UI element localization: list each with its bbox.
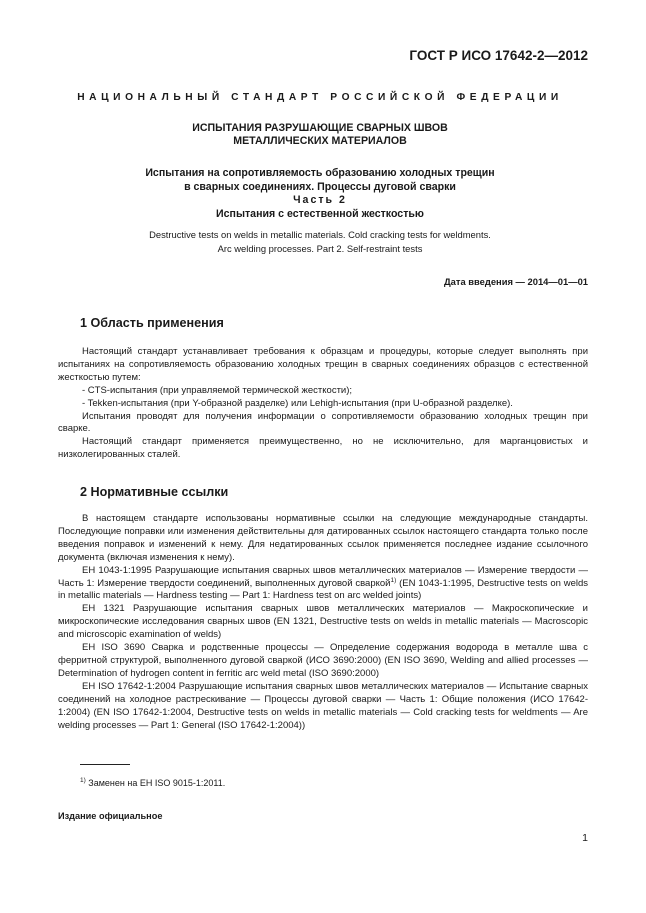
subtitle [52, 167, 588, 221]
page-number: 1 [582, 832, 588, 844]
subtitle-line2: в сварных соединениях. Процессы дуговой сварки [184, 180, 456, 193]
reference-item: EH ISO 3690 Сварка и родственные процессы — Определение содержания водорода в металле шва с ферритной структурой, выполненного дуговой сваркой (ИСО 3690:2000) (EN ISO 3690, Welding and allied processes — Determination of hydrogen content in ferritic arc weld metal (ISO 3690:2000) [58, 642, 588, 679]
section-1-heading: 1 Область применения [80, 316, 224, 330]
footnote-mark: 1) [80, 777, 86, 784]
reference-item: EH 1321 Разрушающие испытания сварных швов металлических материалов — Макроскопические и микроскопические исследования сварных швов (EN 1321, Destructive tests on welds in metallic materials — Macroscopic and microscopic examination of welds) [58, 603, 588, 641]
section-2-body [58, 513, 588, 732]
section-1-paragraph: Настоящий стандарт устанавливает требования к образцам и процедуры, которые следует выполнять при испытаниях на сопротивляемость образованию холодных трещин в сварных соединениях образцов с естественной жесткостью путем: [58, 346, 588, 383]
reference-text: (EN 1043-1:1995, Destructive tests on welds in metallic materials — Hardness testing — Part 1: Hardness test on arc welded joints) [58, 577, 588, 602]
section-2-paragraph: В настоящем стандарте использованы нормативные ссылки на следующие международные стандарты. Последующие поправки или изменения действительны для датированных ссылок настоящего стандарта только после введения поправок и изменений к нему. Для недатированных ссылок применяется последнее издание ссылочного документа (включая изменения к нему). [58, 513, 588, 563]
subtitle-line1: Испытания на сопротивляемость образованию холодных трещин [145, 167, 495, 179]
introduction-date: Дата введения — 2014—01—01 [443, 276, 588, 287]
main-title [52, 122, 588, 148]
part-label: Часть 2 [293, 194, 347, 206]
footnote-ref: 1) [390, 576, 397, 584]
footnote [80, 778, 225, 788]
section-1-body [58, 346, 588, 462]
national-standard-banner: НАЦИОНАЛЬНЫЙ СТАНДАРТ РОССИЙСКОЙ ФЕДЕРАЦИИ [77, 92, 563, 103]
main-title-line2: МЕТАЛЛИЧЕСКИХ МАТЕРИАЛОВ [233, 135, 407, 147]
reference-text: EH 1043-1:1995 Разрушающие испытания сварных швов металлических материалов — Измерение твердости — Часть 1: Измерение твердости соединений, выполненных дуговой сваркой [58, 564, 588, 589]
english-title [52, 228, 588, 255]
reference-item [58, 565, 588, 604]
footnote-text: Заменен на EH ISO 9015-1:2011. [85, 778, 226, 788]
edition-label: Издание официальное [58, 811, 163, 821]
section-1-list-item: - CTS-испытания (при управляемой термической жесткости); [82, 384, 353, 396]
english-title-line1: Destructive tests on welds in metallic materials. Cold cracking tests for weldments. [149, 229, 491, 240]
main-title-line1: ИСПЫТАНИЯ РАЗРУШАЮЩИЕ СВАРНЫХ ШВОВ [192, 122, 448, 134]
part-title: Испытания с естественной жесткостью [216, 207, 424, 220]
english-title-line2: Arc welding processes. Part 2. Self-restraint tests [217, 242, 423, 254]
section-2-heading: 2 Нормативные ссылки [80, 485, 229, 499]
footnote-divider [80, 764, 130, 765]
reference-item: EH ISO 17642-1:2004 Разрушающие испытания сварных швов металлических материалов — Испытание сварных соединений на холодное растрескивание — Процессы дуговой сварки — Часть 1: Общие положения (ИСО 17642-1:2004) (EN ISO 17642-1:2004, Destructive tests on welds in metallic materials — Cold cracking tests for weldments — Are welding processes — Part 1: General (ISO 17642-1:2004)) [58, 680, 588, 731]
section-1-list-item: - Tekken-испытания (при Y-образной разделке) или Lehigh-испытания (при U-образной разделке). [82, 397, 513, 409]
document-code: ГОСТ Р ИСО 17642-2—2012 [409, 48, 588, 63]
section-1-paragraph: Настоящий стандарт применяется преимущественно, но не исключительно, для марганцовистых и низколегированных сталей. [58, 436, 588, 461]
section-1-paragraph: Испытания проводят для получения информации о сопротивляемости образованию холодных трещин при сварке. [58, 410, 588, 435]
